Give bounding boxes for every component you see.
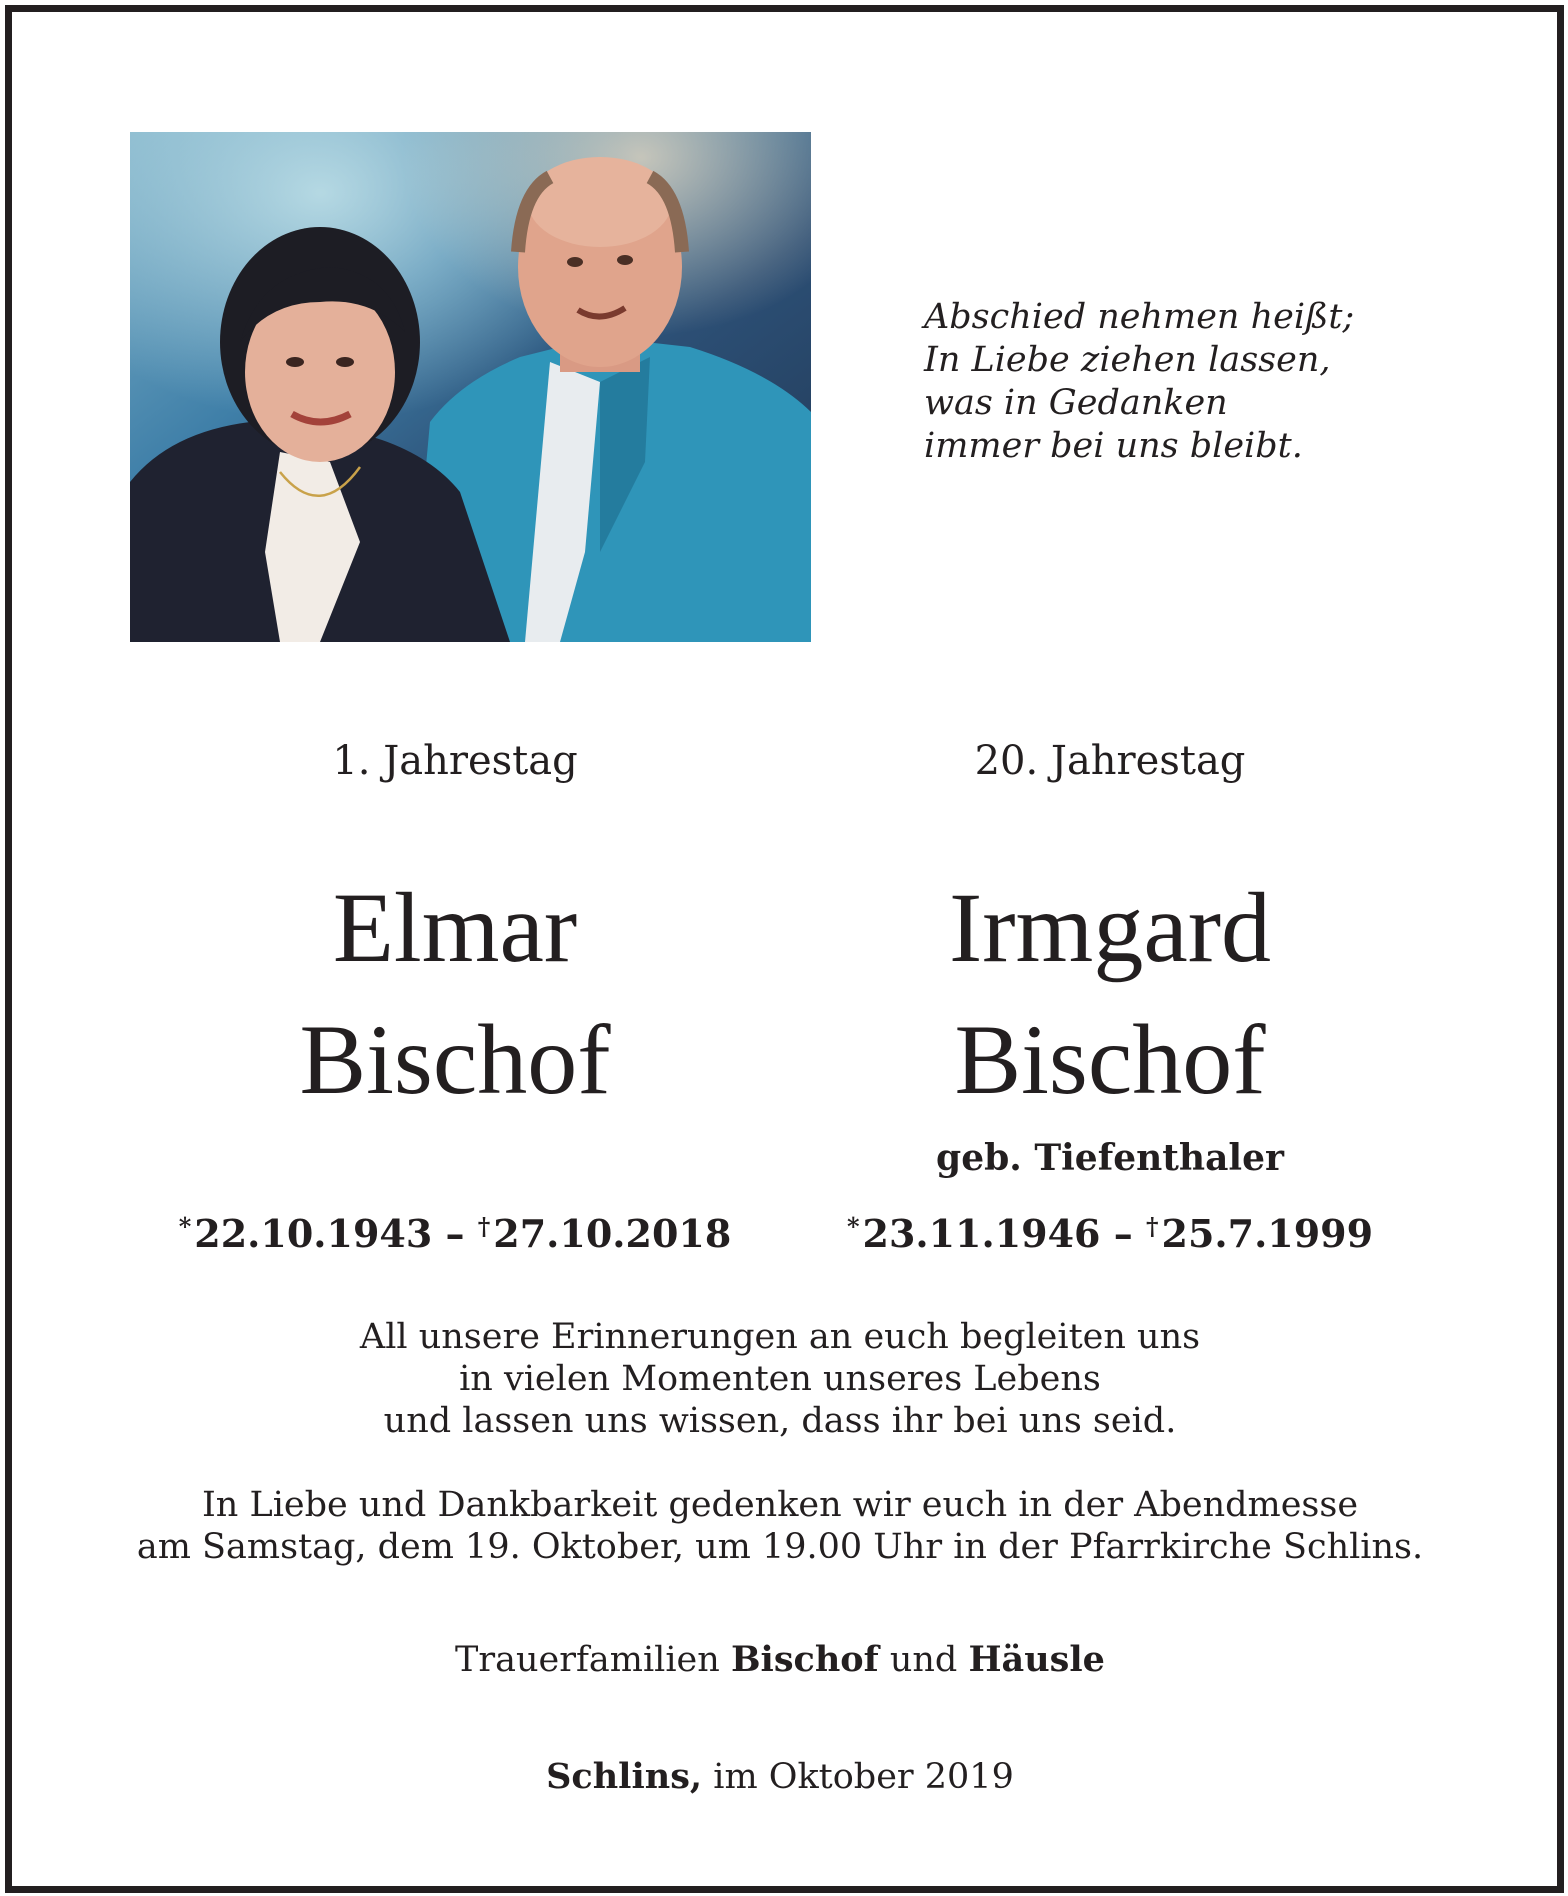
families-prefix: Trauerfamilien [455,1640,720,1680]
right-anniversary: 20. Jahrestag [974,738,1246,784]
memories-line: All unsere Erinnerungen an euch begleiten uns [359,1317,1201,1357]
left-last-name: Bischof [299,1004,611,1115]
family-name: Häusle [968,1639,1105,1680]
death-mark: † [477,1212,491,1241]
left-full-name [155,862,755,1126]
families-and: und [889,1640,958,1680]
mass-line: am Samstag, dem 19. Oktober, um 19.00 Uhr in der Pfarrkirche Schlins. [136,1527,1424,1567]
death-mark: † [1145,1212,1159,1241]
right-life-dates [810,1204,1410,1257]
birth-mark: * [846,1212,860,1241]
right-full-name [810,862,1410,1126]
date-separator: – [445,1211,465,1256]
memories-text [130,1316,1430,1442]
right-maiden-name: geb. Tiefenthaler [936,1137,1284,1179]
date: im Oktober 2019 [713,1757,1014,1797]
family-name: Bischof [730,1639,879,1680]
left-death-date: 27.10.2018 [493,1211,732,1256]
quote-line: In Liebe ziehen lassen, [924,340,1331,380]
left-first-name: Elmar [332,872,578,983]
memories-line: in vielen Momenten unseres Lebens [459,1359,1101,1399]
mourning-families [130,1639,1430,1681]
right-first-name: Irmgard [948,872,1272,983]
left-life-dates [155,1204,755,1257]
left-birth-date: 22.10.1943 [194,1211,433,1256]
farewell-quote [924,296,1424,468]
quote-line: was in Gedanken [924,383,1228,423]
left-anniversary: 1. Jahrestag [332,738,578,784]
mass-line: In Liebe und Dankbarkeit gedenken wir euch in der Abendmesse [201,1485,1359,1525]
right-birth-date: 23.11.1946 [862,1211,1101,1256]
right-death-date: 25.7.1999 [1161,1211,1374,1256]
right-last-name: Bischof [954,1004,1266,1115]
place-date [130,1756,1430,1798]
birth-mark: * [178,1212,192,1241]
date-separator: – [1113,1211,1133,1256]
quote-line: immer bei uns bleibt. [924,426,1303,466]
quote-line: Abschied nehmen heißt; [924,297,1355,337]
place: Schlins, [546,1756,703,1797]
couple-photo [130,132,811,642]
mass-announcement [130,1484,1430,1568]
memories-line: und lassen uns wissen, dass ihr bei uns seid. [383,1401,1177,1441]
